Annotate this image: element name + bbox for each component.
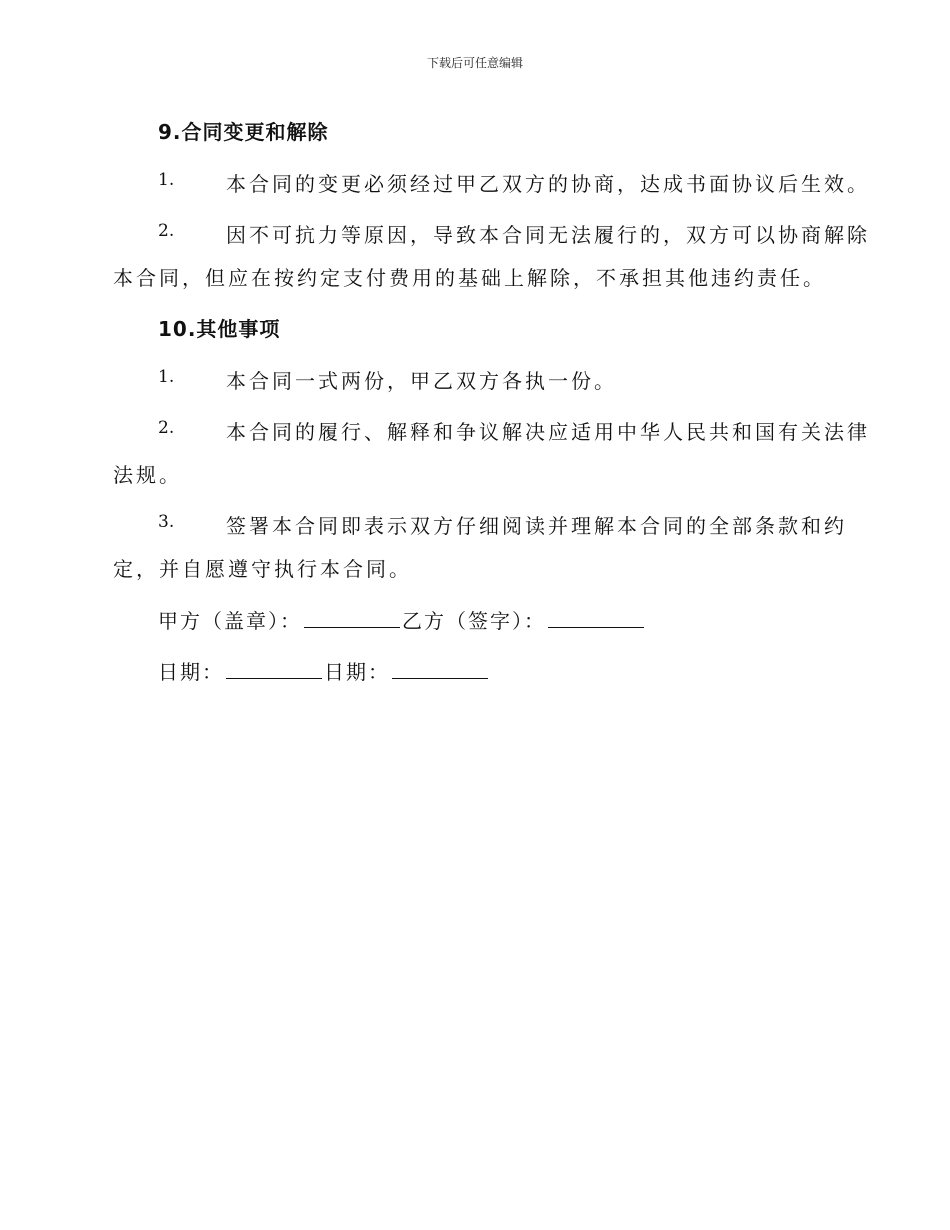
party-a-date-label: 日期： [158,660,224,684]
party-a-date-blank[interactable] [226,658,322,679]
party-a-seal-blank[interactable] [304,607,400,628]
section-10-item-2-line-1: 本合同的履行、解释和争议解决应适用中华人民共和国有关法律 [226,420,870,444]
party-a-seal-label: 甲方（盖章）： [158,609,302,633]
section-9-item-1-number: 1. [158,170,175,190]
section-9-item-2-line-2: 本合同，但应在按约定支付费用的基础上解除，不承担其他违约责任。 [113,266,826,290]
section-10-item-2-number: 2. [158,418,175,438]
section-10-item-1-line-1: 本合同一式两份，甲乙双方各执一份。 [226,369,617,393]
section-9-item-1-line-1: 本合同的变更必须经过甲乙双方的协商，达成书面协议后生效。 [226,172,870,196]
section-9-item-2-number: 2. [158,221,175,241]
party-b-date-blank[interactable] [392,658,488,679]
date-row [158,656,490,685]
party-b-signature-label: 乙方（签字）： [402,609,546,633]
section-10-item-3-number: 3. [158,512,175,532]
party-b-signature-blank[interactable] [548,607,644,628]
section-10-title: 10.其他事项 [158,317,281,341]
section-9-title: 9.合同变更和解除 [158,120,329,144]
section-10-item-3-line-2: 定，并自愿遵守执行本合同。 [113,557,412,581]
section-10-item-2-line-2: 法规。 [113,463,182,487]
section-10-item-1-number: 1. [158,367,175,387]
page-header-note: 下载后可任意编辑 [426,56,523,70]
section-9-item-2-line-1: 因不可抗力等原因，导致本合同无法履行的，双方可以协商解除 [226,223,870,247]
section-10-item-3-line-1: 签署本合同即表示双方仔细阅读并理解本合同的全部条款和约 [226,514,847,538]
party-b-date-label: 日期： [324,660,390,684]
signature-row [158,605,646,634]
